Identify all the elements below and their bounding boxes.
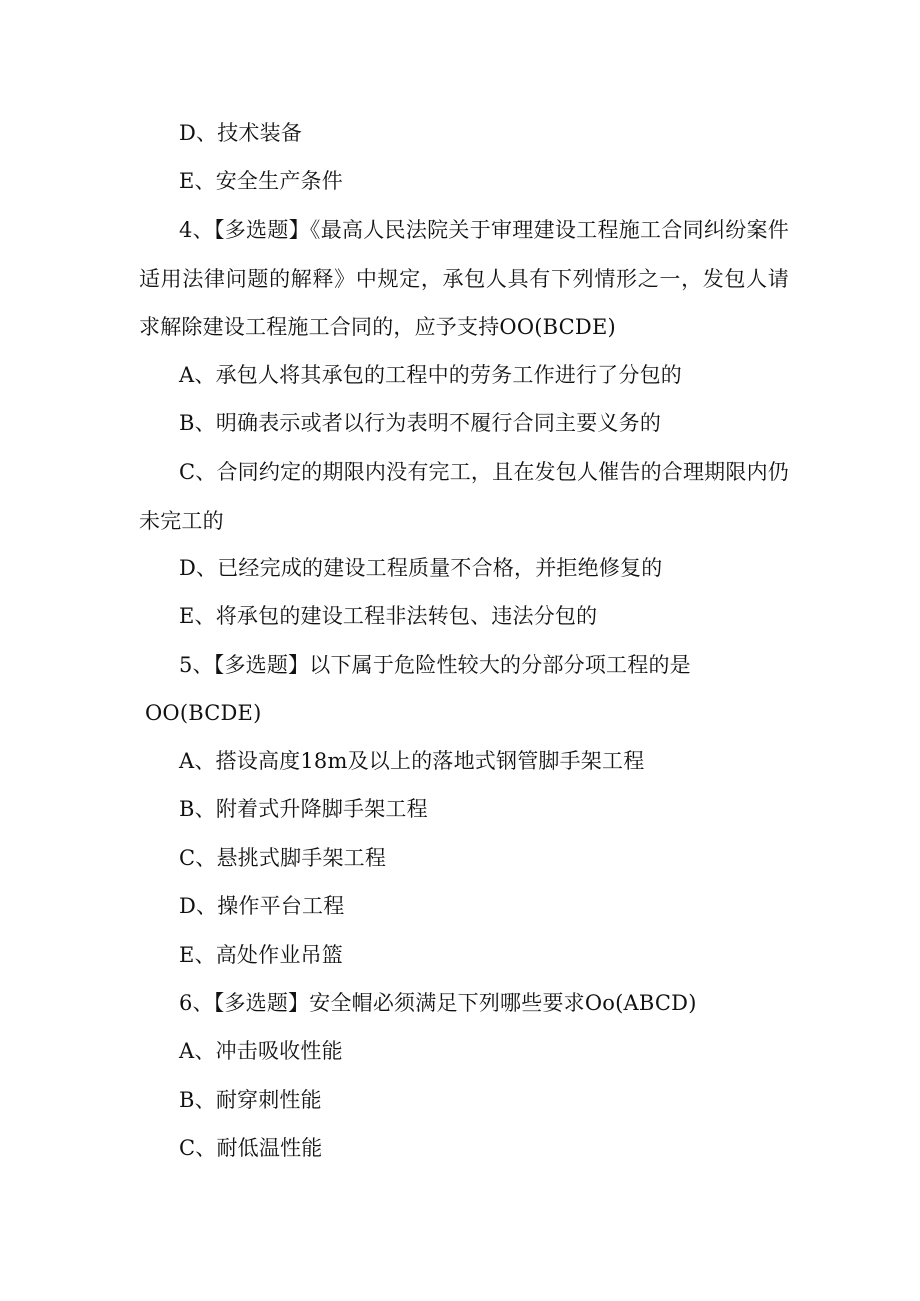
- question-5-text: 5、【多选题】以下属于危险性较大的分部分项工程的是: [179, 653, 691, 677]
- question-5-answer: OO(BCDE): [145, 701, 262, 725]
- q4-option-e: E、将承包的建设工程非法转包、违法分包的: [179, 604, 598, 628]
- question-6-text: 6、【多选题】安全帽必须满足下列哪些要求Oo(ABCD): [179, 991, 697, 1015]
- q4-option-c: C、合同约定的期限内没有完工，且在发包人催告的合理期限内仍未完工的: [139, 460, 789, 533]
- option-d-line: D、技术装备: [179, 121, 303, 145]
- q5-option-b: B、附着式升降脚手架工程: [179, 797, 428, 821]
- q6-option-b: B、耐穿刺性能: [179, 1088, 322, 1112]
- q5-option-e: E、高处作业吊篮: [179, 943, 343, 967]
- question-4-paragraph: 4、【多选题】《最高人民法院关于审理建设工程施工合同纠纷案件适用法律问题的解释》中规定，承包人具有下列情形之一，发包人请求解除建设工程施工合同的，应予支持OO(BCDE): [139, 218, 789, 339]
- q6-option-c: C、耐低温性能: [179, 1136, 323, 1160]
- q5-option-a: A、搭设高度18m及以上的落地式钢管脚手架工程: [179, 749, 645, 773]
- q6-option-a: A、冲击吸收性能: [179, 1039, 343, 1063]
- q5-option-c: C、悬挑式脚手架工程: [179, 846, 387, 870]
- option-e-line: E、安全生产条件: [179, 169, 343, 193]
- q4-option-a: A、承包人将其承包的工程中的劳务工作进行了分包的: [179, 363, 682, 387]
- q4-option-d: D、已经完成的建设工程质量不合格，并拒绝修复的: [179, 556, 663, 580]
- q5-option-d: D、操作平台工程: [179, 894, 345, 918]
- q4-option-b: B、明确表示或者以行为表明不履行合同主要义务的: [179, 411, 662, 435]
